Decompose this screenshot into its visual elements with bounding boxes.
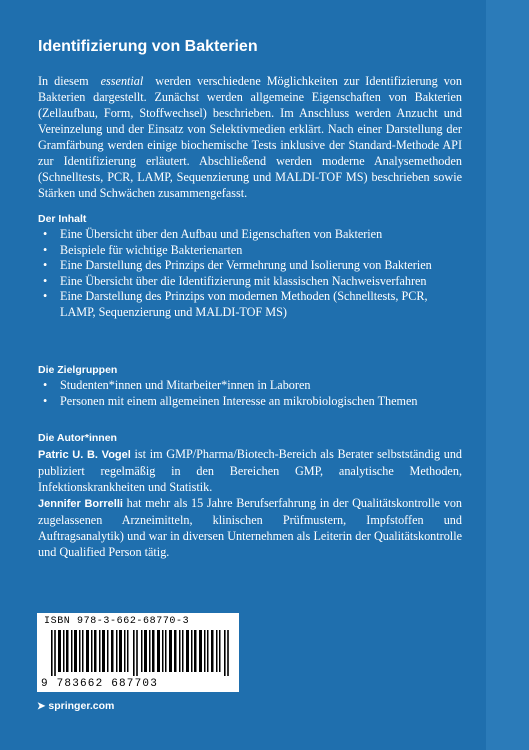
publisher-logo[interactable] [37, 700, 114, 712]
zielgruppen-heading: Die Zielgruppen [38, 364, 118, 376]
barcode-icon [51, 630, 229, 676]
list-item: • Eine Übersicht über den Aufbau und Eigenschaften von Bakterien [38, 227, 462, 243]
list-item: • Studenten*innen und Mitarbeiter*innen in Laboren [38, 378, 462, 394]
book-title: Identifizierung von Bakterien [38, 38, 258, 55]
authors-paragraph [38, 446, 462, 560]
intro-emphasis: essential [100, 74, 144, 88]
inhalt-heading: Der Inhalt [38, 213, 87, 225]
author1-name: Patric U. B. Vogel [38, 449, 131, 461]
zielgruppen-list [38, 378, 462, 409]
isbn-label: ISBN 978-3-662-68770-3 [44, 616, 190, 627]
author1-text: ist im GMP/Pharma/Biotech-Bereich als Berater selbstständig und publiziert regelmäßig in den Bereichen GMP, analytische Methoden, Infektionskrankheiten und Statistik. [38, 447, 463, 494]
list-item: • Beispiele für wichtige Bakterienarten [38, 243, 462, 259]
barcode-number: 9 783662 687703 [41, 678, 159, 690]
list-item: • Eine Darstellung des Prinzips der Vermehrung und Isolierung von Bakterien [38, 258, 462, 274]
arrow-right-icon: ➤ [37, 700, 46, 712]
cover-edge-strip [486, 0, 529, 750]
author2-name: Jennifer Borrelli [38, 498, 123, 510]
list-item: • Eine Übersicht über die Identifizierung mit klassischen Nachweisverfahren [38, 274, 462, 290]
intro-pre: In diesem [38, 74, 89, 88]
isbn-barcode [37, 613, 239, 692]
intro-post: werden verschiedene Möglichkeiten zur Identifizierung von Bakterien dargestellt. Zunächst werden allgemeine Eigenschaften von Bakterien (Zellaufbau, Form, Stoffwechsel) beschrieben. Im Anschluss werden Anzucht und Vereinzelung und der Einsatz von Selektivmedien erklärt. Nach einer Darstellung der Gramfärbung werden einige biochemische Tests inklusive der Standard-Methode API zur Identifizierung erläutert. Abschließend werden moderne Analysemethoden (Schnelltests, PCR, LAMP, Sequenzierung und MALDI-TOF MS) beschrieben sowie Stärken und Schwächen zusammengefasst. [38, 74, 462, 200]
publisher-url[interactable]: springer.com [48, 700, 115, 712]
author2-text: hat mehr als 15 Jahre Berufserfahrung in der Qualitätskontrolle von zugelassenen Arzneimitteln, klinischen Prüfmustern, Impfstoffen und Auftragsanalytik) und war in diversen Unternehmen als Leiterin der Qualitätskontrolle und Qualified Person tätig. [38, 496, 463, 559]
intro-paragraph [38, 73, 462, 201]
inhalt-list [38, 227, 462, 320]
autoren-heading: Die Autor*innen [38, 432, 117, 444]
list-item: • Eine Darstellung des Prinzips von modernen Methoden (Schnelltests, PCR, LAMP, Sequenzierung und MALDI-TOF MS) [38, 289, 462, 320]
list-item: • Personen mit einem allgemeinen Interesse an mikrobiologischen Themen [38, 394, 462, 410]
